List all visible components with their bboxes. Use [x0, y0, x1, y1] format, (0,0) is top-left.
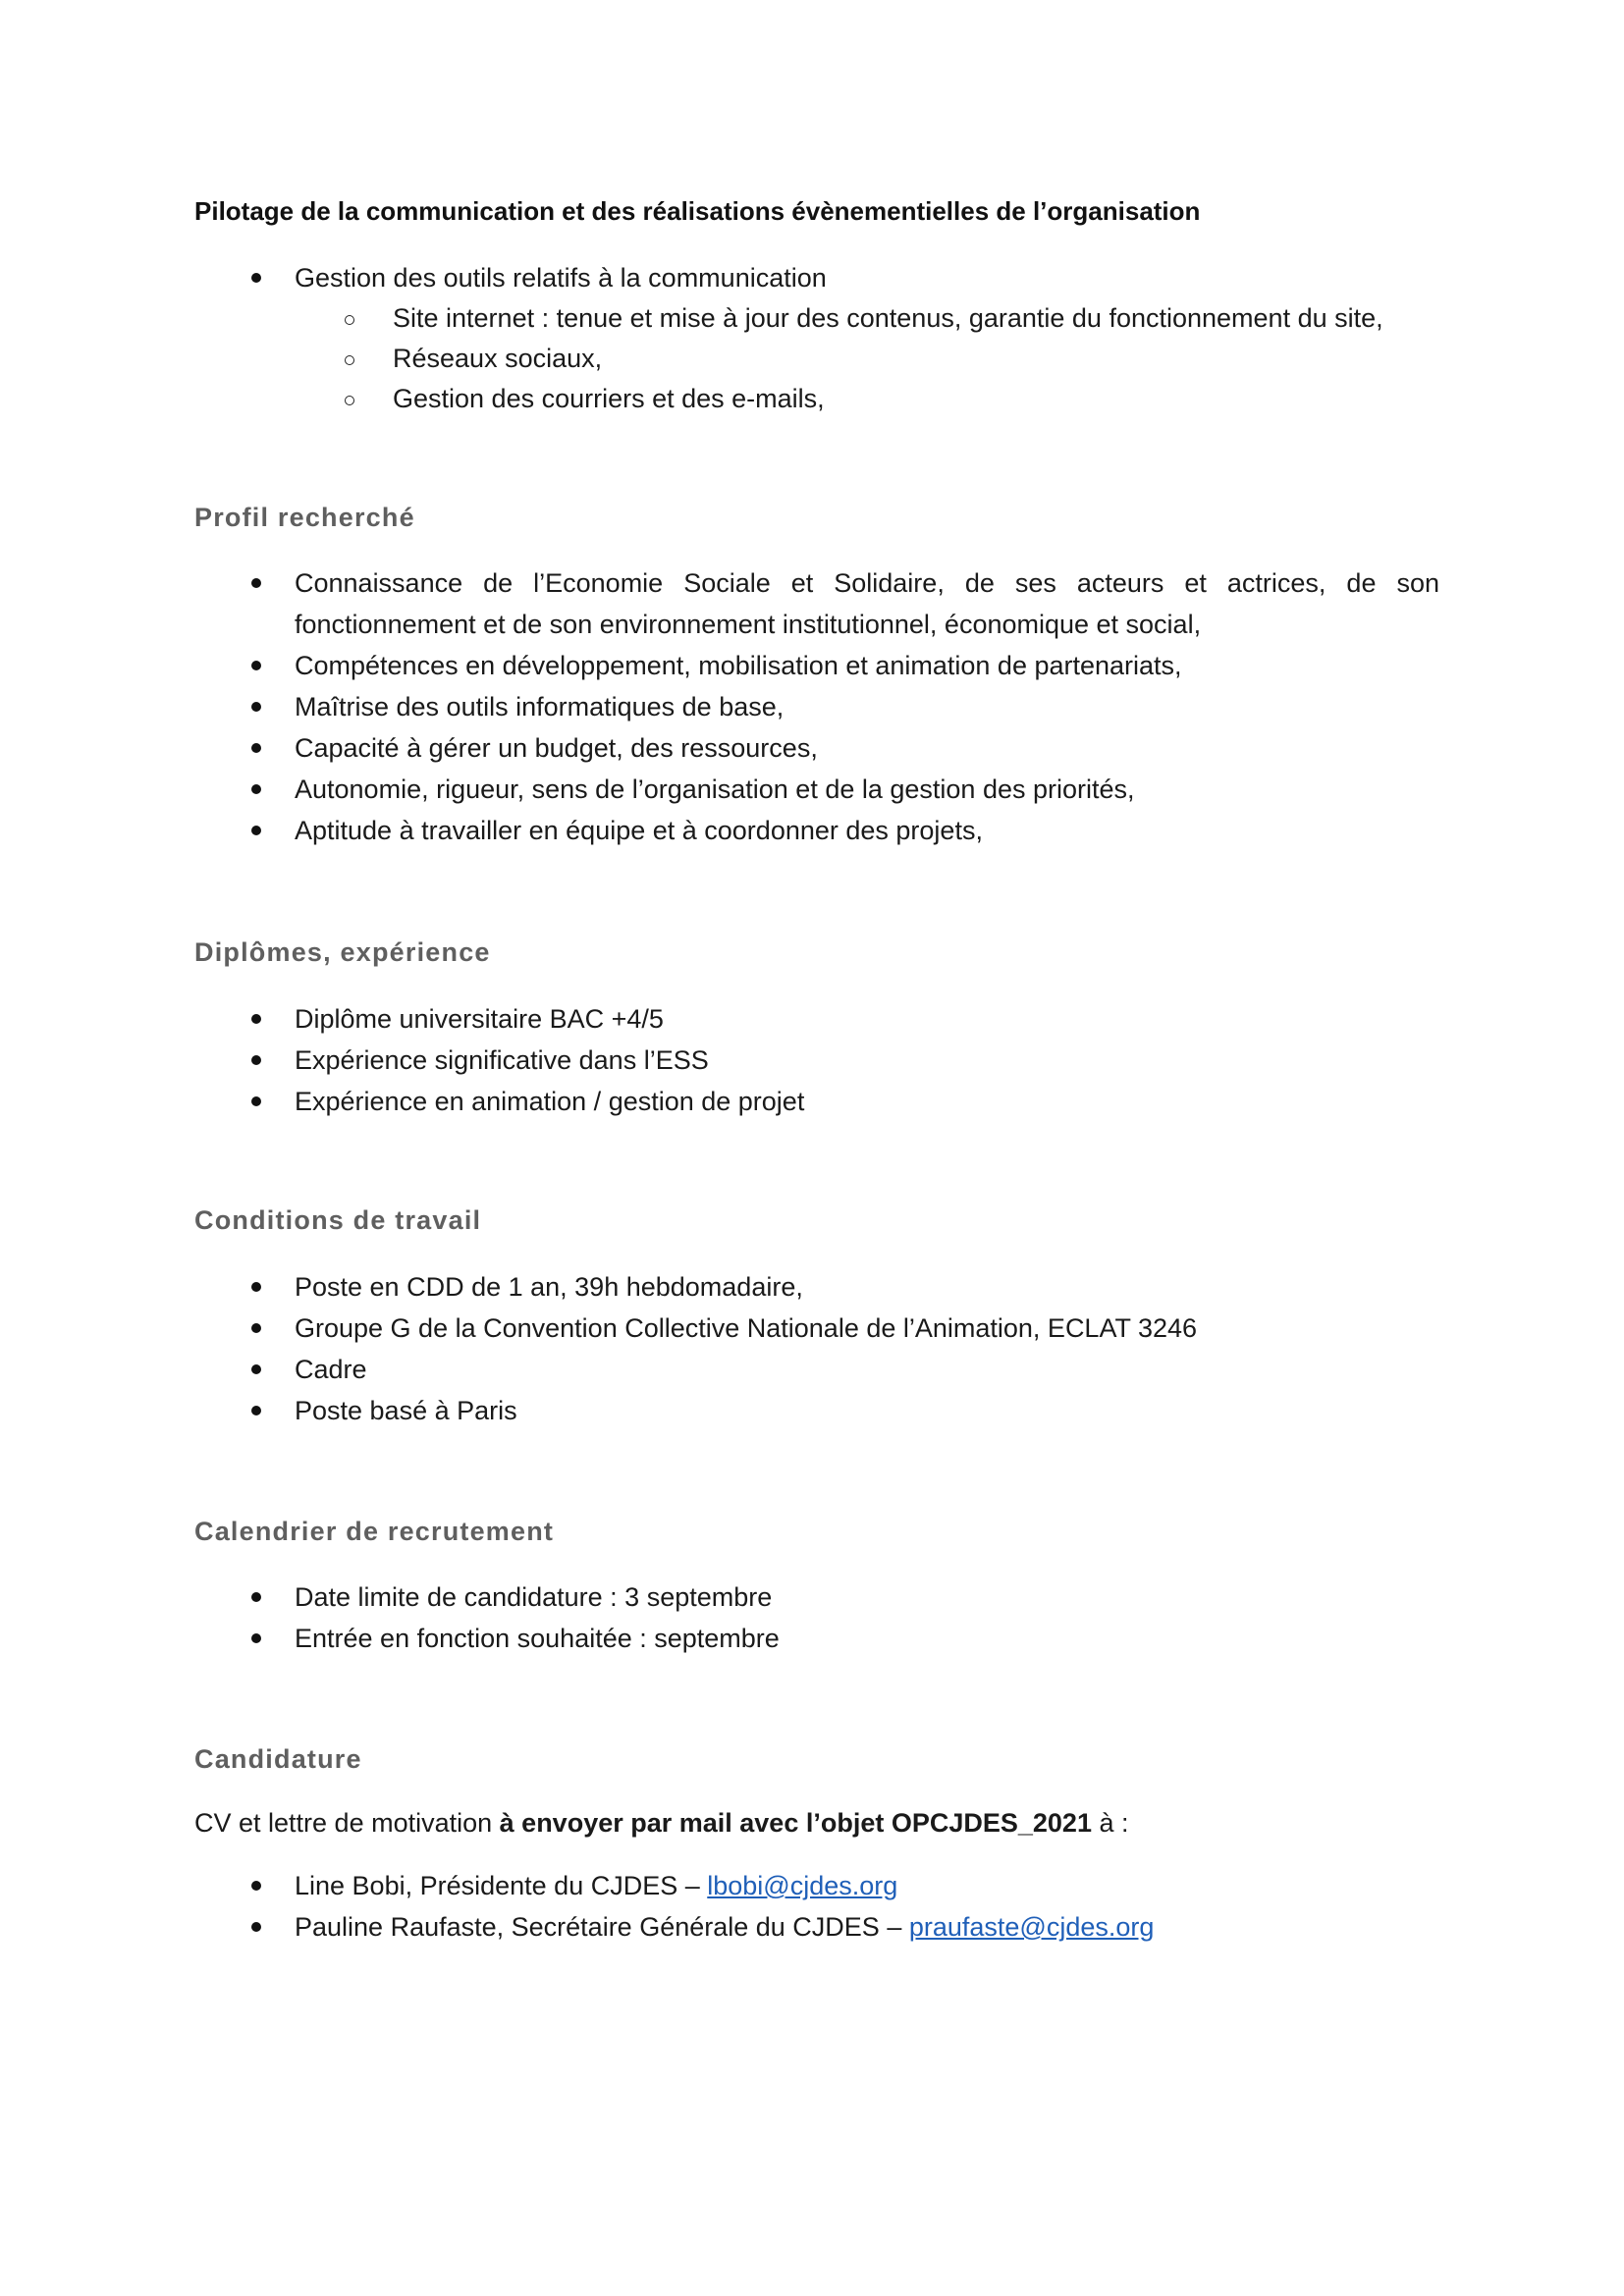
- bullet-icon: [251, 661, 261, 670]
- hollow-bullet-icon: [345, 315, 354, 325]
- list-item-text: Maîtrise des outils informatiques de base,: [295, 692, 785, 721]
- instructions-text: CV et lettre de motivation: [194, 1808, 500, 1838]
- list-item-text: Entrée en fonction souhaitée : septembre: [295, 1624, 780, 1653]
- hollow-bullet-icon: [345, 355, 354, 365]
- list-item-text: Aptitude à travailler en équipe et à coordonner des projets,: [295, 816, 983, 845]
- bullet-icon: [251, 784, 261, 794]
- bullet-icon: [251, 1282, 261, 1292]
- bullet-icon: [251, 743, 261, 753]
- list-item: [0, 1040, 1624, 1081]
- list-item: [0, 727, 1624, 769]
- hollow-bullet-icon: [345, 396, 354, 405]
- contact-text: Line Bobi, Présidente du CJDES –: [295, 1871, 708, 1900]
- contact-item: [0, 1865, 1624, 1906]
- profil-list: [0, 562, 1624, 851]
- bullet-icon: [251, 1323, 261, 1333]
- list-item-text: Diplôme universitaire BAC +4/5: [295, 1004, 664, 1034]
- contact-email-link[interactable]: praufaste@cjdes.org: [908, 1912, 1155, 1942]
- list-item-text: Gestion des outils relatifs à la communication: [295, 263, 827, 293]
- list-item-text: Expérience en animation / gestion de projet: [295, 1087, 805, 1116]
- calendrier-heading: Calendrier de recrutement: [194, 1517, 555, 1546]
- list-item: [0, 1618, 1624, 1659]
- conditions-heading: Conditions de travail: [194, 1205, 482, 1235]
- list-item-text: Date limite de candidature : 3 septembre: [295, 1582, 773, 1612]
- list-item: [0, 769, 1624, 810]
- bullet-icon: [251, 826, 261, 835]
- bullet-icon: [251, 1014, 261, 1024]
- bullet-icon: [251, 1633, 261, 1643]
- diplomes-list: [0, 998, 1624, 1122]
- sub-list-item-text: Site internet : tenue et mise à jour des contenus, garantie du fonctionnement du site,: [393, 303, 1383, 333]
- bullet-icon: [251, 1096, 261, 1106]
- bullet-icon: [251, 273, 261, 283]
- contacts-list: [0, 1865, 1624, 1948]
- list-item: [0, 645, 1624, 686]
- list-item-text: Connaissance de l’Economie Sociale et Solidaire, de ses acteurs et actrices, de son fonctionnement et de son environnement institutionnel, économique et social,: [295, 568, 1439, 639]
- list-item: [0, 1081, 1624, 1122]
- sub-list-item-text: Gestion des courriers et des e-mails,: [393, 384, 825, 413]
- intro-heading: Pilotage de la communication et des réalisations évènementielles de l’organisation: [194, 196, 1201, 226]
- list-item: [0, 1576, 1624, 1618]
- list-item: [0, 1266, 1624, 1308]
- profil-heading: Profil recherché: [194, 503, 415, 532]
- sub-list-item-text: Réseaux sociaux,: [393, 344, 603, 373]
- bullet-icon: [251, 1406, 261, 1415]
- sub-list-item: [295, 379, 1439, 419]
- bullet-icon: [251, 702, 261, 712]
- list-item-text: Poste en CDD de 1 an, 39h hebdomadaire,: [295, 1272, 803, 1302]
- list-item-text: Compétences en développement, mobilisation et animation de partenariats,: [295, 651, 1182, 680]
- instructions-emphasis: à envoyer par mail avec l’objet OPCJDES_2021: [499, 1808, 1092, 1838]
- list-item: [0, 257, 1624, 419]
- list-item: [0, 686, 1624, 727]
- bullet-icon: [251, 1922, 261, 1932]
- contact-email-link[interactable]: lbobi@cjdes.org: [707, 1871, 898, 1900]
- list-item-text: Autonomie, rigueur, sens de l’organisation et de la gestion des priorités,: [295, 774, 1135, 804]
- contact-text: Pauline Raufaste, Secrétaire Générale du CJDES –: [295, 1912, 909, 1942]
- list-item: [0, 1308, 1624, 1349]
- calendrier-list: [0, 1576, 1624, 1659]
- bullet-icon: [251, 1592, 261, 1602]
- list-item: [0, 810, 1624, 851]
- contact-item: [0, 1906, 1624, 1948]
- bullet-icon: [251, 1055, 261, 1065]
- list-item-text: Poste basé à Paris: [295, 1396, 517, 1425]
- list-item-text: Cadre: [295, 1355, 367, 1384]
- list-item-text: Expérience significative dans l’ESS: [295, 1045, 709, 1075]
- list-item: [0, 998, 1624, 1040]
- sub-list-item: [295, 298, 1439, 339]
- instructions-text-end: à :: [1091, 1808, 1129, 1838]
- bullet-icon: [251, 1881, 261, 1891]
- diplomes-heading: Diplômes, expérience: [194, 937, 491, 967]
- candidature-instructions: [194, 1802, 1129, 1843]
- conditions-list: [0, 1266, 1624, 1431]
- list-item: [0, 562, 1624, 645]
- sub-list: [295, 298, 1439, 419]
- list-item-text: Groupe G de la Convention Collective Nationale de l’Animation, ECLAT 3246: [295, 1313, 1198, 1343]
- bullet-icon: [251, 578, 261, 588]
- candidature-heading: Candidature: [194, 1744, 362, 1774]
- list-item: [0, 1390, 1624, 1431]
- intro-list: [0, 257, 1624, 419]
- bullet-icon: [251, 1364, 261, 1374]
- list-item: [0, 1349, 1624, 1390]
- sub-list-item: [295, 339, 1439, 379]
- list-item-text: Capacité à gérer un budget, des ressources,: [295, 733, 818, 763]
